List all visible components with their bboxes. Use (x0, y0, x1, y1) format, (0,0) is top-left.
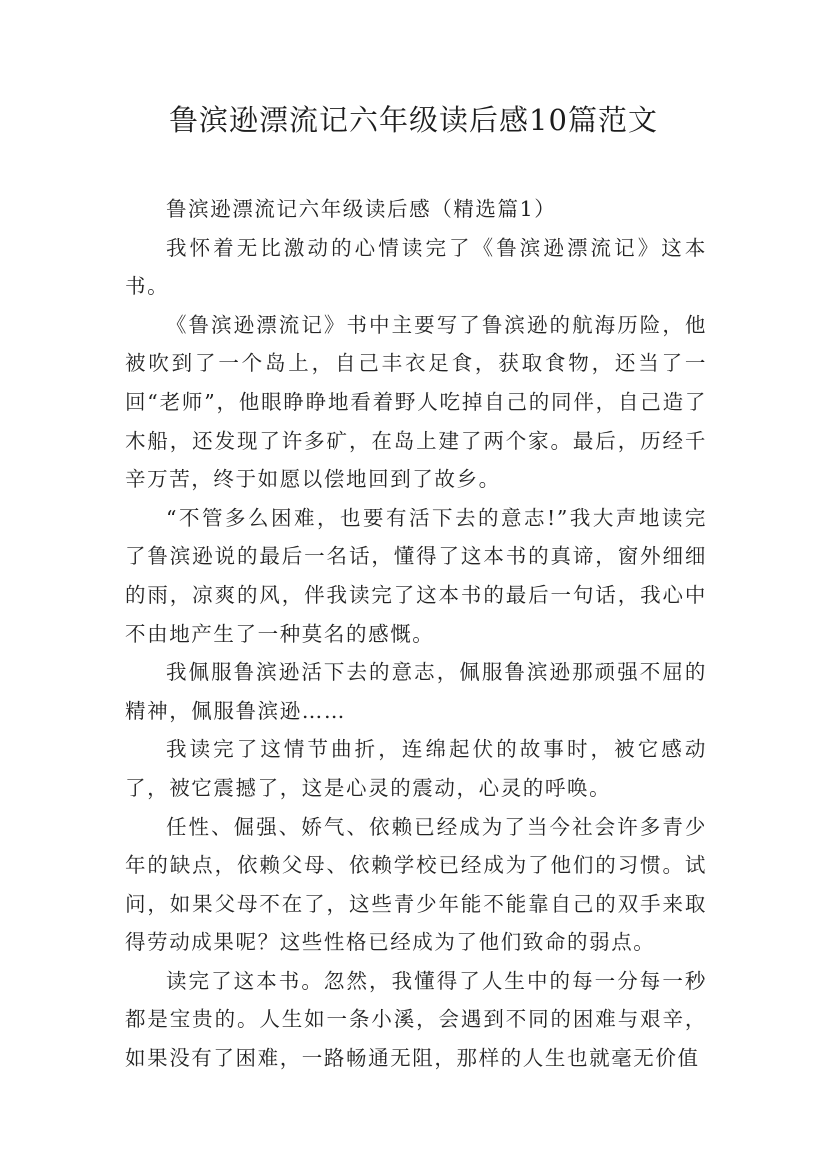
document-title: 鲁滨逊漂流记六年级读后感10篇范文 (169, 103, 658, 137)
paragraph: 读完了这本书。忽然，我懂得了人生中的每一分每一秒都是宝贵的。人生如一条小溪，会遇到不同的困难与艰辛，如果没有了困难，一路畅通无阻，那样的人生也就毫无价值 (125, 968, 707, 1071)
paragraph: “不管多么困难，也要有活下去的意志!”我大声地读完了鲁滨逊说的最后一名话，懂得了这本书的真谛，窗外细细的雨，凉爽的风，伴我读完了这本书的最后一句话，我心中不由地产生了一种莫名的感慨。 (125, 505, 707, 646)
paragraph: 《鲁滨逊漂流记》书中主要写了鲁滨逊的航海历险，他被吹到了一个岛上，自己丰衣足食，获取食物，还当了一回“老师”，他眼睁睁地看着野人吃掉自己的同伴，自己造了木船，还发现了许多矿，在岛上建了两个家。最后，历经千辛万苦，终于如愿以偿地回到了故乡。 (125, 312, 707, 492)
paragraph: 我怀着无比激动的心情读完了《鲁滨逊漂流记》这本书。 (125, 235, 707, 299)
document-body (125, 190, 707, 1078)
section-heading: 鲁滨逊漂流记六年级读后感（精选篇1） (166, 197, 557, 221)
paragraph: 我佩服鲁滨逊活下去的意志，佩服鲁滨逊那顽强不屈的精神，佩服鲁滨逊…… (125, 660, 707, 723)
paragraph: 任性、倔强、娇气、依赖已经成为了当今社会许多青少年的缺点，依赖父母、依赖学校已经成为了他们的习惯。试问，如果父母不在了，这些青少年能不能靠自己的双手来取得劳动成果呢？这些性格已经成为了他们致命的弱点。 (125, 814, 707, 955)
paragraph: 我读完了这情节曲折，连绵起伏的故事时，被它感动了，被它震撼了，这是心灵的震动，心灵的呼唤。 (125, 737, 707, 800)
